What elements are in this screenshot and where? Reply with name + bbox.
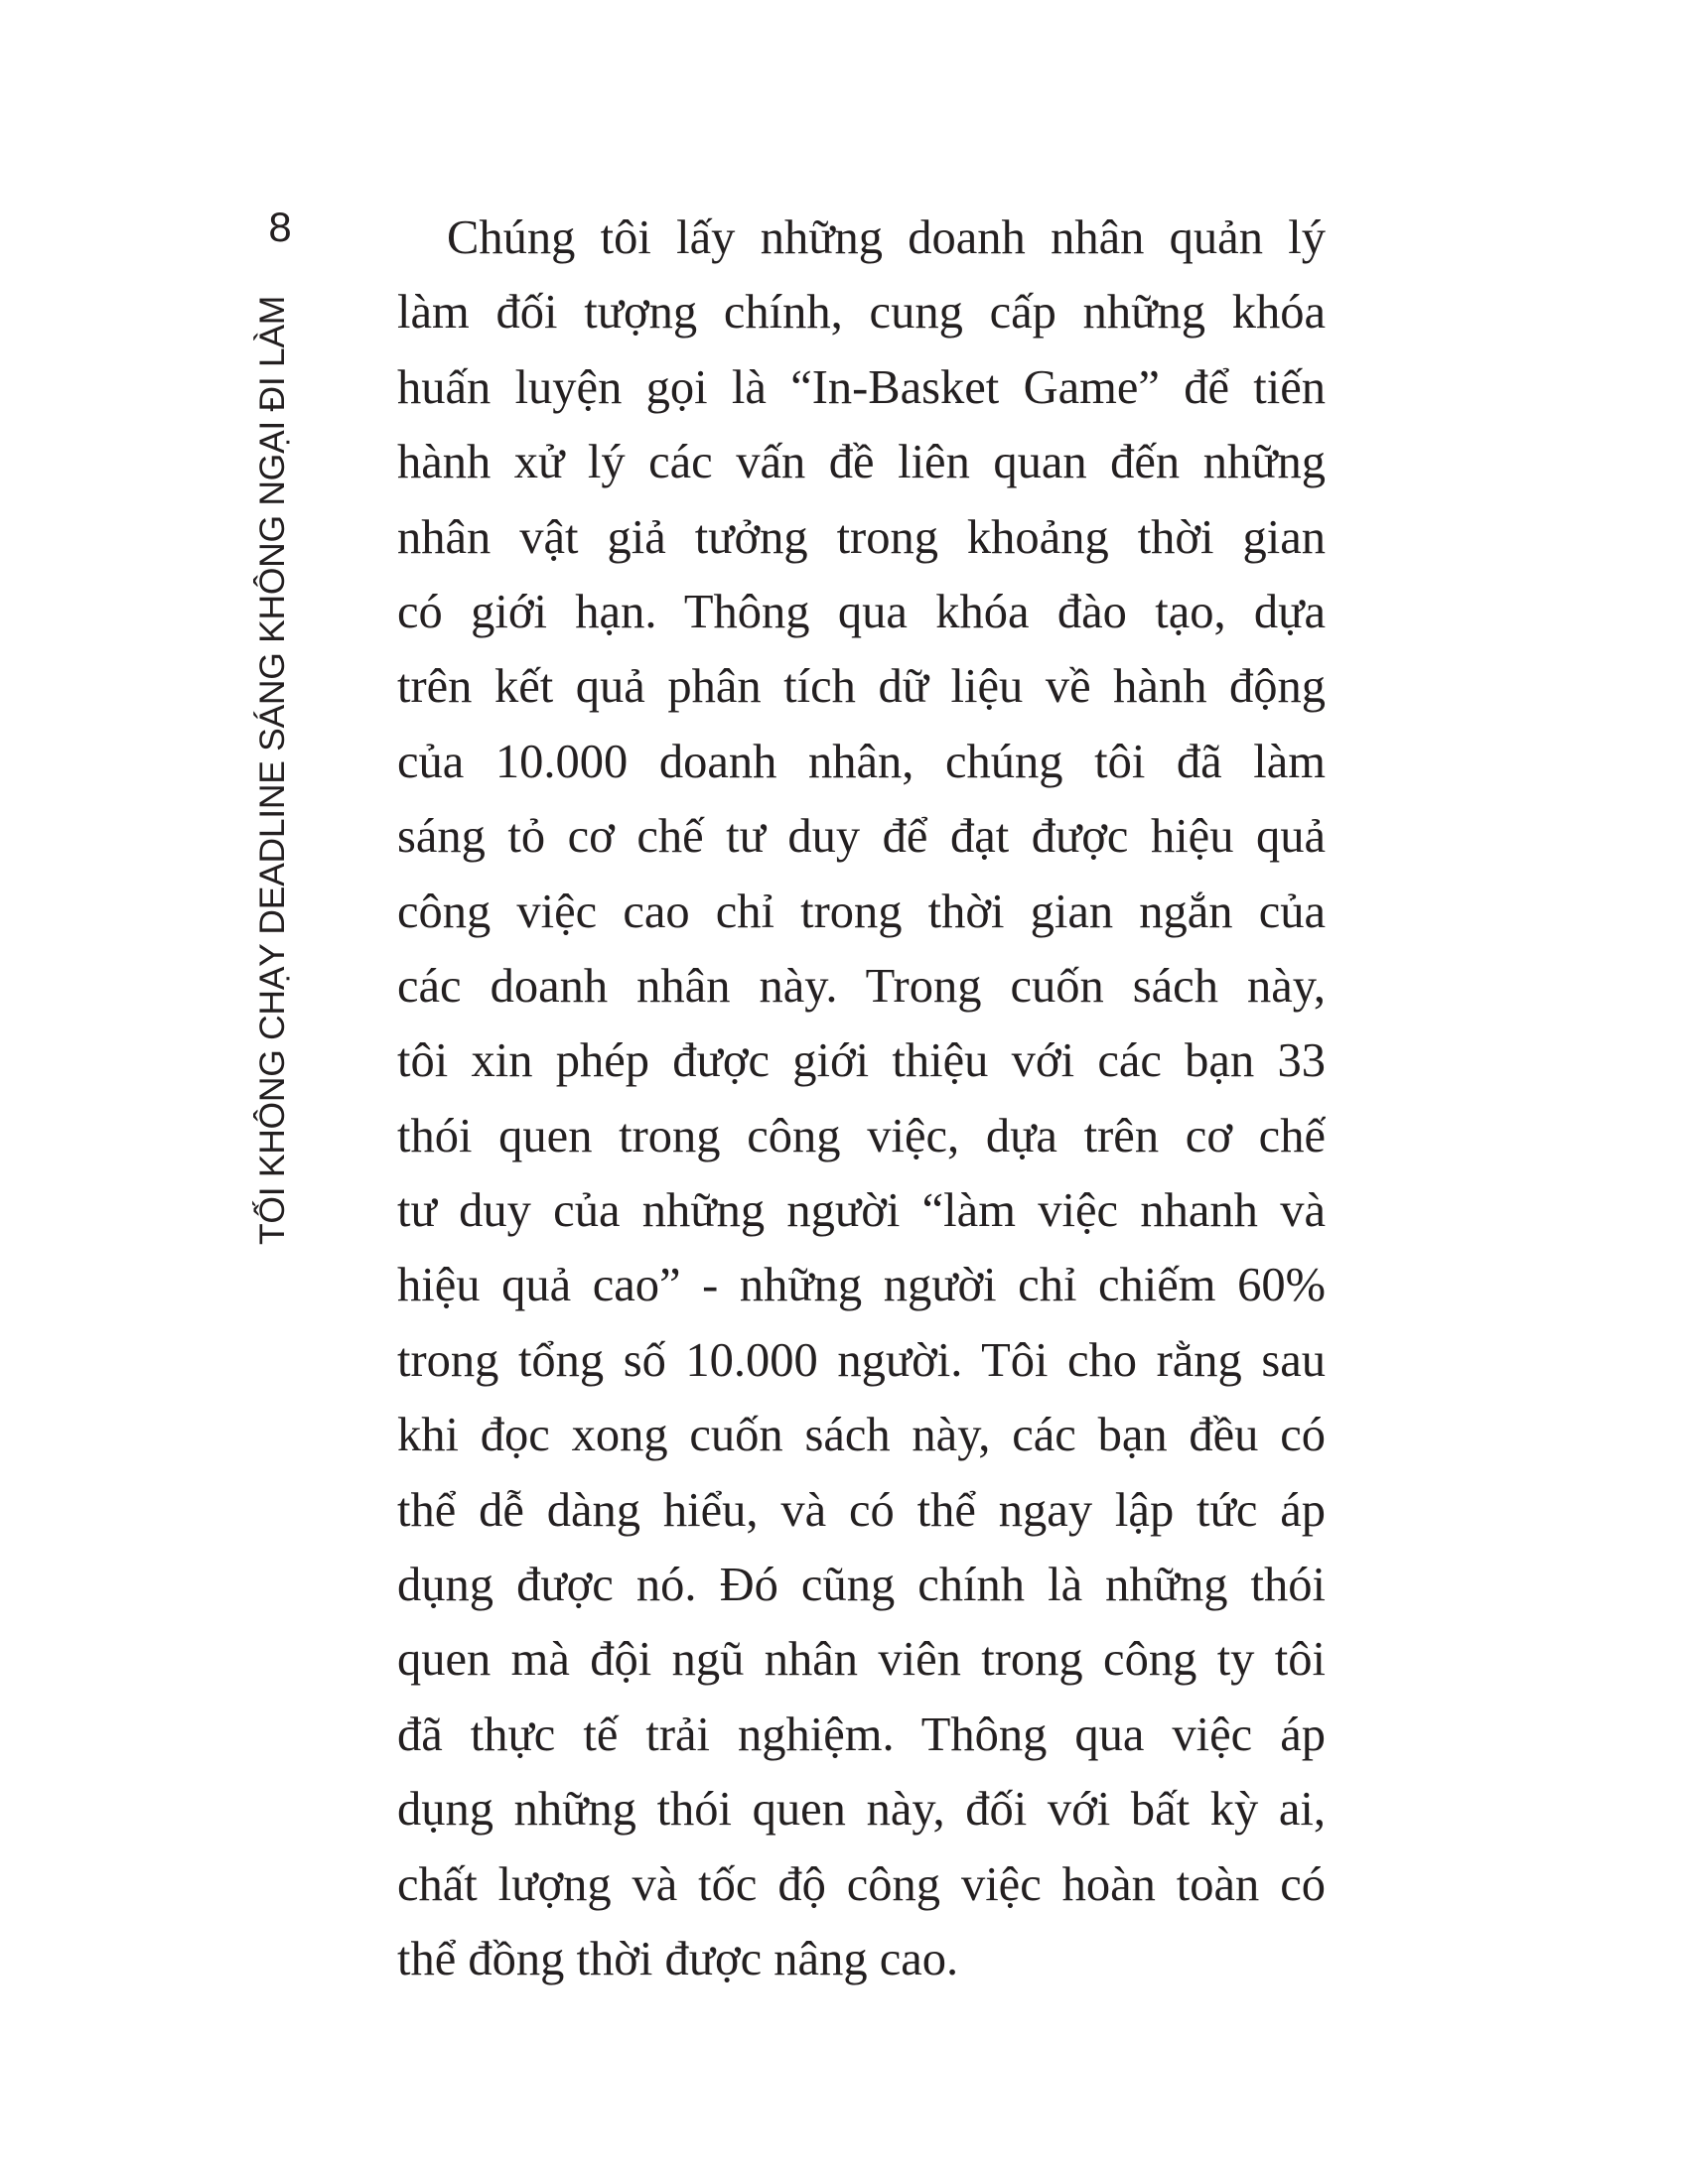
text-line: trong tổng số 10.000 người. Tôi cho rằng sau	[397, 1333, 1326, 1387]
text-line: Chúng tôi lấy những doanh nhân quản lý	[447, 211, 1326, 264]
text-line: thể dễ dàng hiểu, và có thể ngay lập tức áp	[397, 1483, 1326, 1537]
text-line: huấn luyện gọi là “In-Basket Game” để tiến	[397, 360, 1326, 414]
text-line: các doanh nhân này. Trong cuốn sách này,	[397, 959, 1326, 1013]
text-line: công việc cao chỉ trong thời gian ngắn của	[397, 885, 1326, 938]
text-line: dụng những thói quen này, đối với bất kỳ ai,	[397, 1783, 1326, 1837]
text-line: tư duy của những người “làm việc nhanh và	[397, 1184, 1326, 1238]
text-line: sáng tỏ cơ chế tư duy để đạt được hiệu quả	[397, 810, 1326, 864]
text-line: hiệu quả cao” - những người chỉ chiếm 60%	[397, 1259, 1326, 1312]
text-line: có giới hạn. Thông qua khóa đào tạo, dựa	[397, 585, 1326, 638]
running-head-text: TỐI KHÔNG CHẠY DEADLINE SÁNG KHÔNG NGẠI ĐI LÀM	[252, 295, 292, 1245]
body-paragraph	[397, 201, 1326, 1996]
text-line: quen mà đội ngũ nhân viên trong công ty tôi	[397, 1633, 1326, 1687]
text-line: tôi xin phép được giới thiệu với các bạn 33	[397, 1034, 1326, 1088]
text-line: thể đồng thời được nâng cao.	[397, 1932, 959, 1985]
text-line: của 10.000 doanh nhân, chúng tôi đã làm	[397, 735, 1326, 788]
text-line: đã thực tế trải nghiệm. Thông qua việc áp	[397, 1707, 1326, 1761]
text-line: trên kết quả phân tích dữ liệu về hành động	[397, 660, 1326, 714]
text-line: chất lượng và tốc độ công việc hoàn toàn có	[397, 1857, 1326, 1911]
page-number: 8	[268, 204, 292, 250]
text-line: khi đọc xong cuốn sách này, các bạn đều có	[397, 1409, 1326, 1462]
text-line: làm đối tượng chính, cung cấp những khóa	[397, 286, 1326, 340]
text-line: nhân vật giả tưởng trong khoảng thời gian	[397, 510, 1326, 564]
text-line: thói quen trong công việc, dựa trên cơ chế	[397, 1109, 1326, 1162]
text-line: hành xử lý các vấn đề liên quan đến những	[397, 436, 1326, 489]
text-line: dụng được nó. Đó cũng chính là những thói	[397, 1559, 1326, 1612]
